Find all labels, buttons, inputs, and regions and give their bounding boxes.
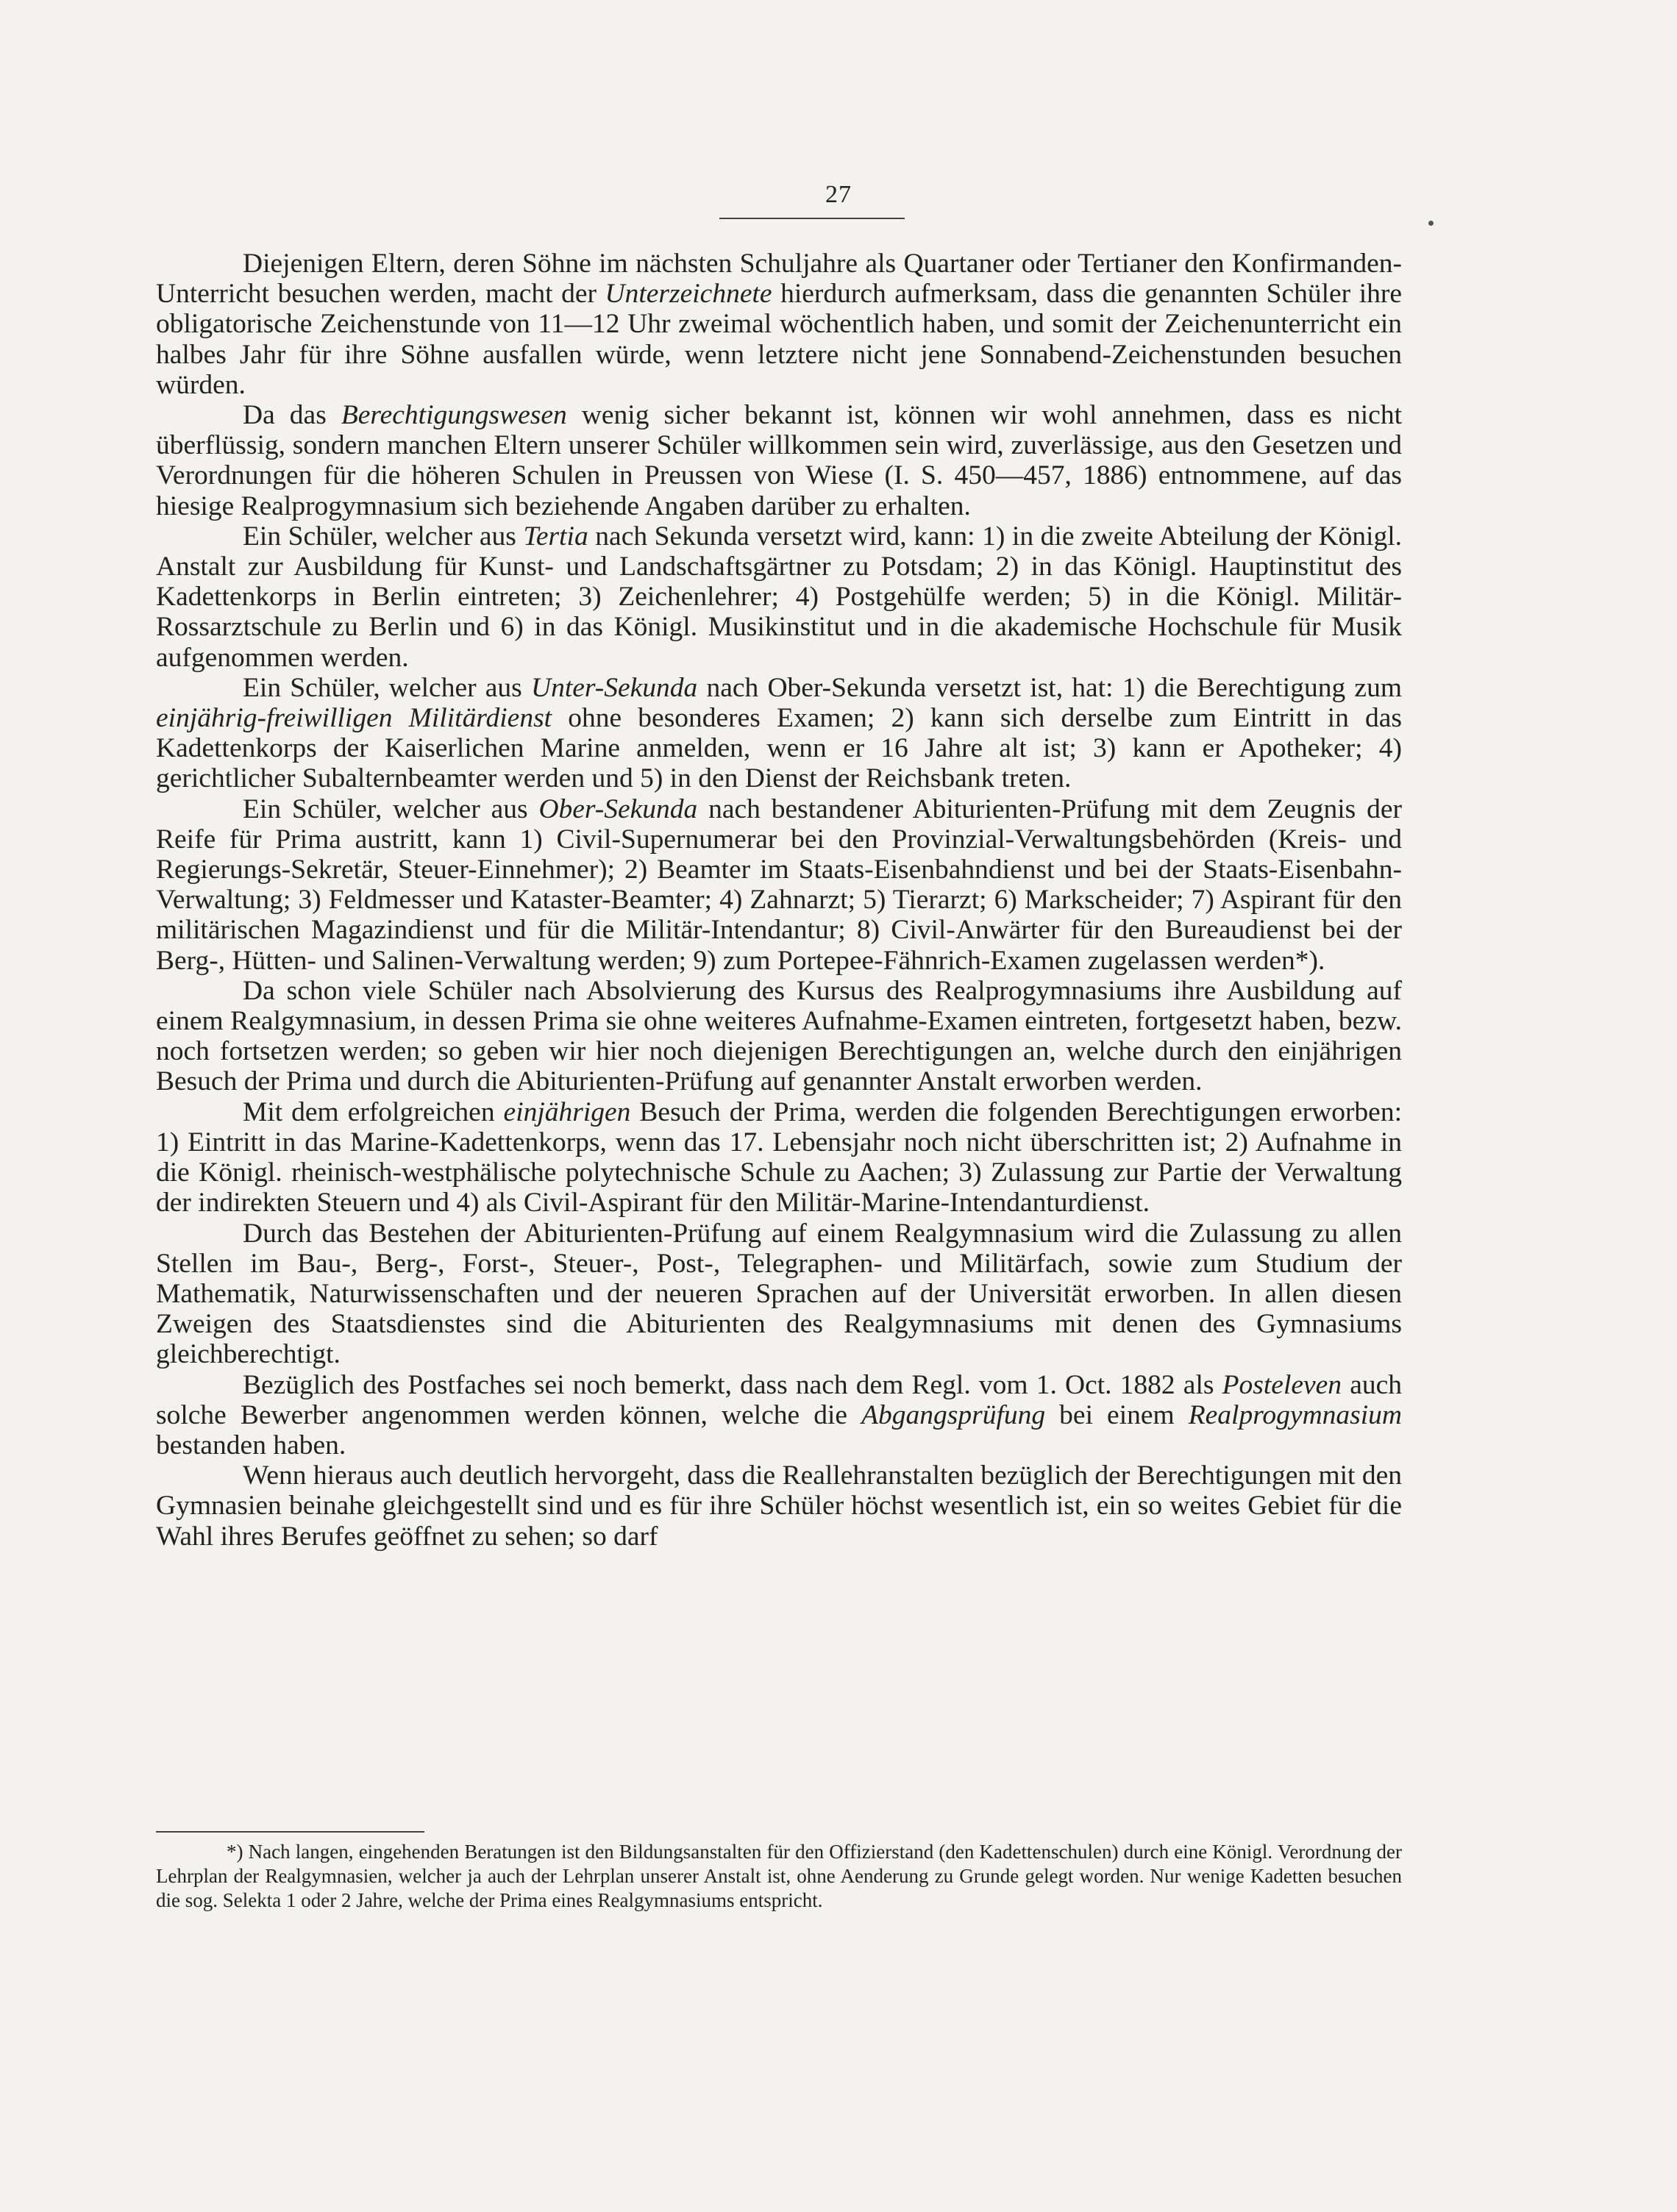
text-run: Mit dem erfolgreichen (243, 1096, 504, 1127)
text-run: ohne besonderes Examen; 2) kann sich derselbe zum Eintritt in das Kadettenkorps der Kaiserlichen Marine anmelden, wenn er 16 Jahre alt ist; 3) kann er Apotheker; 4) gerichtlicher Subalternbeamter werden und 5) in den Dienst der Reichsbank treten. (156, 703, 1402, 794)
text-run: Ein Schüler, welcher aus (243, 793, 539, 824)
text-run: Durch das Bestehen der Abiturienten-Prüfung auf einem Realgymnasium wird die Zulassung zu allen Stellen im Bau-, Berg-, Forst-, Steuer-, Post-, Telegraphen- und Militärfach, sowie zum Studium der Mathematik, Naturwissenschaften und der neueren Sprachen auf der Universität erworben. In allen diesen Zweigen des Staatsdienstes sind die Abiturienten des Realgymnasiums mit denen des Gymnasiums gleichberechtigt. (156, 1218, 1402, 1370)
paragraph (156, 1460, 1402, 1552)
body-text (156, 249, 1402, 1552)
text-run: Ein Schüler, welcher aus (243, 521, 524, 552)
paragraph (156, 521, 1402, 673)
text-run: Diejenigen Eltern, deren Söhne im nächsten Schuljahre als Quartaner oder Tertianer den Konfirmanden-Unterricht besuchen werden, macht der (156, 249, 1402, 310)
text-run: wenig sicher bekannt ist, können wir wohl annehmen, dass es nicht überflüssig, sondern manchen Eltern unserer Schüler willkommen sein wird, zuverlässige, aus den Gesetzen und Verordnungen für die höheren Schulen in Preussen von Wiese (I. S. 450—457, 1886) entnommene, auf das hiesige Realprogymnasium sich beziehende Angaben darüber zu erhalten. (156, 400, 1402, 521)
page-number-rule (719, 218, 905, 219)
emphasized-text: einjährig-freiwilligen Militärdienst (156, 703, 552, 734)
text-run: Ein Schüler, welcher aus (243, 672, 531, 703)
paragraph (156, 1219, 1402, 1370)
paragraph (156, 400, 1402, 521)
emphasized-text: einjährigen (503, 1096, 631, 1127)
paragraph (156, 1097, 1402, 1219)
text-run: auch solche Bewerber angenommen werden können, welche die (156, 1369, 1402, 1430)
emphasized-text: Posteleven (1222, 1369, 1342, 1400)
emphasized-text: Ober-Sekunda (538, 793, 698, 824)
footnote: *) Nach langen, eingehenden Beratungen ist den Bildungsanstalten für den Offizierstand (den Kadettenschulen) durch eine Königl. Verordnung der Lehrplan der Realgymnasien, welcher ja auch der Lehrplan unserer Anstalt ist, ohne Aenderung zu Grunde gelegt worden. Nur wenige Kadetten besuchen die sog. Selekta 1 oder 2 Jahre, welche der Prima eines Realgymnasiums entspricht. (156, 1841, 1402, 1911)
paragraph (156, 673, 1402, 794)
text-run: nach Ober-Sekunda versetzt ist, hat: 1) die Berechtigung zum (697, 672, 1402, 703)
emphasized-text: Realprogymnasium (1188, 1399, 1402, 1430)
text-run: Da das (243, 400, 341, 431)
text-run: Wenn hieraus auch deutlich hervorgeht, dass die Reallehranstalten bezüglich der Berechtigungen mit den Gymnasien beinahe gleichgestellt sind und es für ihre Schüler höchst wesentlich ist, ein so weites Gebiet für die Wahl ihres Berufes geöffnet zu sehen; so darf (156, 1460, 1402, 1552)
print-speck (1428, 221, 1434, 226)
emphasized-text: Unter-Sekunda (530, 672, 698, 703)
emphasized-text: Berechtigungswesen (341, 400, 567, 431)
text-run: nach bestandener Abiturienten-Prüfung mit dem Zeugnis der Reife für Prima austritt, kann 1) Civil-Supernumerar bei den Provinzial-Verwaltungsbehörden (Kreis- und Regierungs-Sekretär, Steuer-Einnehmer); 2) Beamter im Staats-Eisenbahndienst und bei der Staats-Eisenbahn-Verwaltung; 3) Feldmesser und Kataster-Beamter; 4) Zahnarzt; 5) Tierarzt; 6) Markscheider; 7) Aspirant für den militärischen Magazindienst und für die Militär-Intendantur; 8) Civil-Anwärter für den Bureaudienst bei der Berg-, Hütten- und Salinen-Verwaltung werden; 9) zum Portepee-Fähnrich-Examen zugelassen werden*). (156, 793, 1402, 976)
page-number: 27 (825, 181, 852, 208)
text-run: Bezüglich des Postfaches sei noch bemerkt, dass nach dem Regl. vom 1. Oct. 1882 als (243, 1369, 1222, 1400)
text-run: bei einem (1045, 1399, 1189, 1430)
emphasized-text: Unterzeichnete (605, 279, 772, 310)
emphasized-text: Abgangsprüfung (861, 1399, 1046, 1430)
emphasized-text: Tertia (523, 521, 588, 552)
text-run: bestanden haben. (156, 1430, 346, 1460)
paragraph (156, 249, 1402, 400)
text-run: Da schon viele Schüler nach Absolvierung des Kursus des Realprogymnasiums ihre Ausbildung auf einem Realgymnasium, in dessen Prima sie ohne weiteres Aufnahme-Examen eintreten, fortgesetzt haben, bezw. noch fortsetzen werden; so geben wir hier noch diejenigen Berechtigungen an, welche durch den einjährigen Besuch der Prima und durch die Abiturienten-Prüfung auf genannter Anstalt erworben werden. (156, 975, 1402, 1097)
text-run: hierdurch aufmerksam, dass die genannten Schüler ihre obligatorische Zeichenstunde von 11—12 Uhr zweimal wöchentlich haben, und somit der Zeichenunterricht ein halbes Jahr für ihre Söhne ausfallen würde, wenn letztere nicht jene Sonnabend-Zeichenstunden besuchen würden. (156, 279, 1402, 400)
text-run: Besuch der Prima, werden die folgenden Berechtigungen erworben: 1) Eintritt in das Marine-Kadettenkorps, wenn das 17. Lebensjahr noch nicht überschritten ist; 2) Aufnahme in die Königl. rheinisch-westphälische polytechnische Schule zu Aachen; 3) Zulassung zur Partie der Verwaltung der indirekten Steuern und 4) als Civil-Aspirant für den Militär-Marine-Intendanturdienst. (156, 1096, 1402, 1219)
paragraph (156, 1370, 1402, 1461)
paragraph (156, 976, 1402, 1097)
footnote-rule (156, 1831, 424, 1833)
paragraph (156, 794, 1402, 976)
text-run: nach Sekunda versetzt wird, kann: 1) in die zweite Abteilung der Königl. Anstalt zur Ausbildung für Kunst- und Landschaftsgärtner zu Potsdam; 2) in das Königl. Hauptinstitut des Kadettenkorps in Berlin eintreten; 3) Zeichenlehrer; 4) Postgehülfe werden; 5) in die Königl. Militär-Rossarztschule zu Berlin und 6) in das Königl. Musikinstitut und in die akademische Hochschule für Musik aufgenommen werden. (156, 521, 1402, 673)
